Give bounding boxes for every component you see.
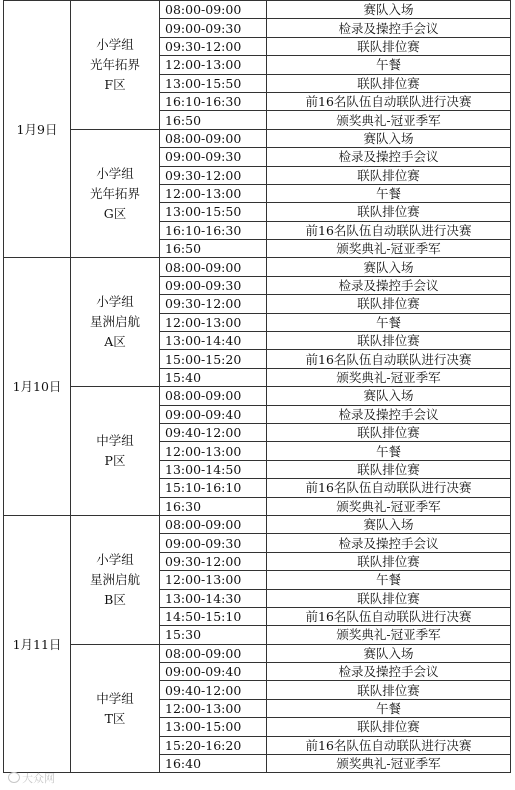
time-cell: 12:00-13:00 bbox=[160, 571, 267, 589]
table-row bbox=[4, 515, 511, 533]
event-cell: 联队排位赛 bbox=[267, 552, 511, 570]
group-cell bbox=[71, 129, 160, 258]
group-name-line: 小学组 bbox=[96, 294, 134, 310]
date-cell: 1月10日 bbox=[4, 258, 71, 515]
event-cell: 赛队入场 bbox=[267, 129, 511, 147]
table-row bbox=[4, 387, 511, 405]
table-row bbox=[4, 1, 511, 19]
event-cell: 检录及操控手会议 bbox=[267, 148, 511, 166]
time-cell: 16:10-16:30 bbox=[160, 92, 267, 110]
time-cell: 13:00-14:50 bbox=[160, 460, 267, 478]
group-name-line: F区 bbox=[104, 76, 126, 92]
time-cell: 08:00-09:00 bbox=[160, 387, 267, 405]
time-cell: 09:00-09:30 bbox=[160, 19, 267, 37]
time-cell: 09:30-12:00 bbox=[160, 295, 267, 313]
event-cell: 前16名队伍自动联队进行决赛 bbox=[267, 607, 511, 625]
time-cell: 13:00-14:40 bbox=[160, 332, 267, 350]
time-cell: 08:00-09:00 bbox=[160, 258, 267, 276]
time-cell: 13:00-15:00 bbox=[160, 718, 267, 736]
event-cell: 颁奖典礼-冠亚季军 bbox=[267, 497, 511, 515]
event-cell: 前16名队伍自动联队进行决赛 bbox=[267, 221, 511, 239]
time-cell: 15:40 bbox=[160, 368, 267, 386]
event-cell: 检录及操控手会议 bbox=[267, 19, 511, 37]
group-name-line: 小学组 bbox=[96, 36, 134, 52]
table-row bbox=[4, 129, 511, 147]
time-cell: 16:30 bbox=[160, 497, 267, 515]
group-name-line: 小学组 bbox=[96, 551, 134, 567]
event-cell: 赛队入场 bbox=[267, 1, 511, 19]
table-row bbox=[4, 644, 511, 662]
event-cell: 联队排位赛 bbox=[267, 589, 511, 607]
time-cell: 09:30-12:00 bbox=[160, 552, 267, 570]
time-cell: 16:40 bbox=[160, 755, 267, 773]
event-cell: 联队排位赛 bbox=[267, 423, 511, 441]
time-cell: 09:40-12:00 bbox=[160, 681, 267, 699]
watermark bbox=[8, 770, 55, 786]
group-name-line: A区 bbox=[104, 334, 126, 350]
time-cell: 12:00-13:00 bbox=[160, 313, 267, 331]
group-cell bbox=[71, 258, 160, 387]
event-cell: 颁奖典礼-冠亚季军 bbox=[267, 368, 511, 386]
date-cell: 1月9日 bbox=[4, 1, 71, 258]
event-cell: 午餐 bbox=[267, 442, 511, 460]
time-cell: 09:00-09:30 bbox=[160, 148, 267, 166]
event-cell: 赛队入场 bbox=[267, 387, 511, 405]
group-name-line: B区 bbox=[104, 591, 126, 607]
time-cell: 09:00-09:30 bbox=[160, 276, 267, 294]
time-cell: 09:00-09:40 bbox=[160, 405, 267, 423]
group-cell bbox=[71, 515, 160, 644]
event-cell: 检录及操控手会议 bbox=[267, 405, 511, 423]
time-cell: 12:00-13:00 bbox=[160, 184, 267, 202]
group-name-line: G区 bbox=[103, 205, 127, 221]
event-cell: 赛队入场 bbox=[267, 258, 511, 276]
schedule-body bbox=[4, 1, 511, 773]
event-cell: 午餐 bbox=[267, 313, 511, 331]
group-name-line: T区 bbox=[104, 710, 126, 726]
group-cell bbox=[71, 644, 160, 773]
time-cell: 16:50 bbox=[160, 240, 267, 258]
group-name-line: 光年拓界 bbox=[89, 56, 140, 72]
group-name-line: 中学组 bbox=[96, 433, 134, 449]
group-name-line: P区 bbox=[104, 453, 126, 469]
group-name-line: 中学组 bbox=[96, 690, 134, 706]
watermark-text: 大众网 bbox=[22, 772, 55, 785]
time-cell: 12:00-13:00 bbox=[160, 699, 267, 717]
event-cell: 联队排位赛 bbox=[267, 681, 511, 699]
group-name-line: 小学组 bbox=[96, 165, 134, 181]
time-cell: 09:40-12:00 bbox=[160, 423, 267, 441]
time-cell: 08:00-09:00 bbox=[160, 129, 267, 147]
event-cell: 午餐 bbox=[267, 56, 511, 74]
event-cell: 赛队入场 bbox=[267, 515, 511, 533]
time-cell: 14:50-15:10 bbox=[160, 607, 267, 625]
event-cell: 颁奖典礼-冠亚季军 bbox=[267, 111, 511, 129]
time-cell: 15:10-16:10 bbox=[160, 479, 267, 497]
time-cell: 09:30-12:00 bbox=[160, 166, 267, 184]
event-cell: 联队排位赛 bbox=[267, 37, 511, 55]
event-cell: 午餐 bbox=[267, 571, 511, 589]
time-cell: 15:30 bbox=[160, 626, 267, 644]
date-cell: 1月11日 bbox=[4, 515, 71, 772]
event-cell: 检录及操控手会议 bbox=[267, 534, 511, 552]
group-cell bbox=[71, 1, 160, 130]
event-cell: 联队排位赛 bbox=[267, 332, 511, 350]
event-cell: 颁奖典礼-冠亚季军 bbox=[267, 626, 511, 644]
time-cell: 13:00-14:30 bbox=[160, 589, 267, 607]
group-name-line: 星洲启航 bbox=[89, 314, 140, 330]
time-cell: 16:50 bbox=[160, 111, 267, 129]
event-cell: 联队排位赛 bbox=[267, 460, 511, 478]
event-cell: 前16名队伍自动联队进行决赛 bbox=[267, 350, 511, 368]
schedule-table bbox=[3, 0, 511, 773]
time-cell: 12:00-13:00 bbox=[160, 442, 267, 460]
time-cell: 09:00-09:40 bbox=[160, 663, 267, 681]
time-cell: 09:30-12:00 bbox=[160, 37, 267, 55]
time-cell: 09:00-09:30 bbox=[160, 534, 267, 552]
event-cell: 联队排位赛 bbox=[267, 295, 511, 313]
time-cell: 13:00-15:50 bbox=[160, 74, 267, 92]
table-row bbox=[4, 258, 511, 276]
time-cell: 08:00-09:00 bbox=[160, 1, 267, 19]
event-cell: 联队排位赛 bbox=[267, 718, 511, 736]
event-cell: 前16名队伍自动联队进行决赛 bbox=[267, 736, 511, 754]
event-cell: 午餐 bbox=[267, 699, 511, 717]
event-cell: 联队排位赛 bbox=[267, 74, 511, 92]
event-cell: 检录及操控手会议 bbox=[267, 663, 511, 681]
time-cell: 08:00-09:00 bbox=[160, 515, 267, 533]
event-cell: 午餐 bbox=[267, 184, 511, 202]
event-cell: 联队排位赛 bbox=[267, 166, 511, 184]
event-cell: 前16名队伍自动联队进行决赛 bbox=[267, 92, 511, 110]
time-cell: 15:20-16:20 bbox=[160, 736, 267, 754]
group-name-line: 光年拓界 bbox=[89, 185, 140, 201]
group-cell bbox=[71, 387, 160, 516]
event-cell: 前16名队伍自动联队进行决赛 bbox=[267, 479, 511, 497]
time-cell: 13:00-15:50 bbox=[160, 203, 267, 221]
event-cell: 颁奖典礼-冠亚季军 bbox=[267, 240, 511, 258]
time-cell: 15:00-15:20 bbox=[160, 350, 267, 368]
weibo-icon bbox=[8, 772, 20, 783]
event-cell: 联队排位赛 bbox=[267, 203, 511, 221]
event-cell: 颁奖典礼-冠亚季军 bbox=[267, 755, 511, 773]
event-cell: 赛队入场 bbox=[267, 644, 511, 662]
group-name-line: 星洲启航 bbox=[89, 571, 140, 587]
time-cell: 08:00-09:00 bbox=[160, 644, 267, 662]
time-cell: 16:10-16:30 bbox=[160, 221, 267, 239]
time-cell: 12:00-13:00 bbox=[160, 56, 267, 74]
event-cell: 检录及操控手会议 bbox=[267, 276, 511, 294]
